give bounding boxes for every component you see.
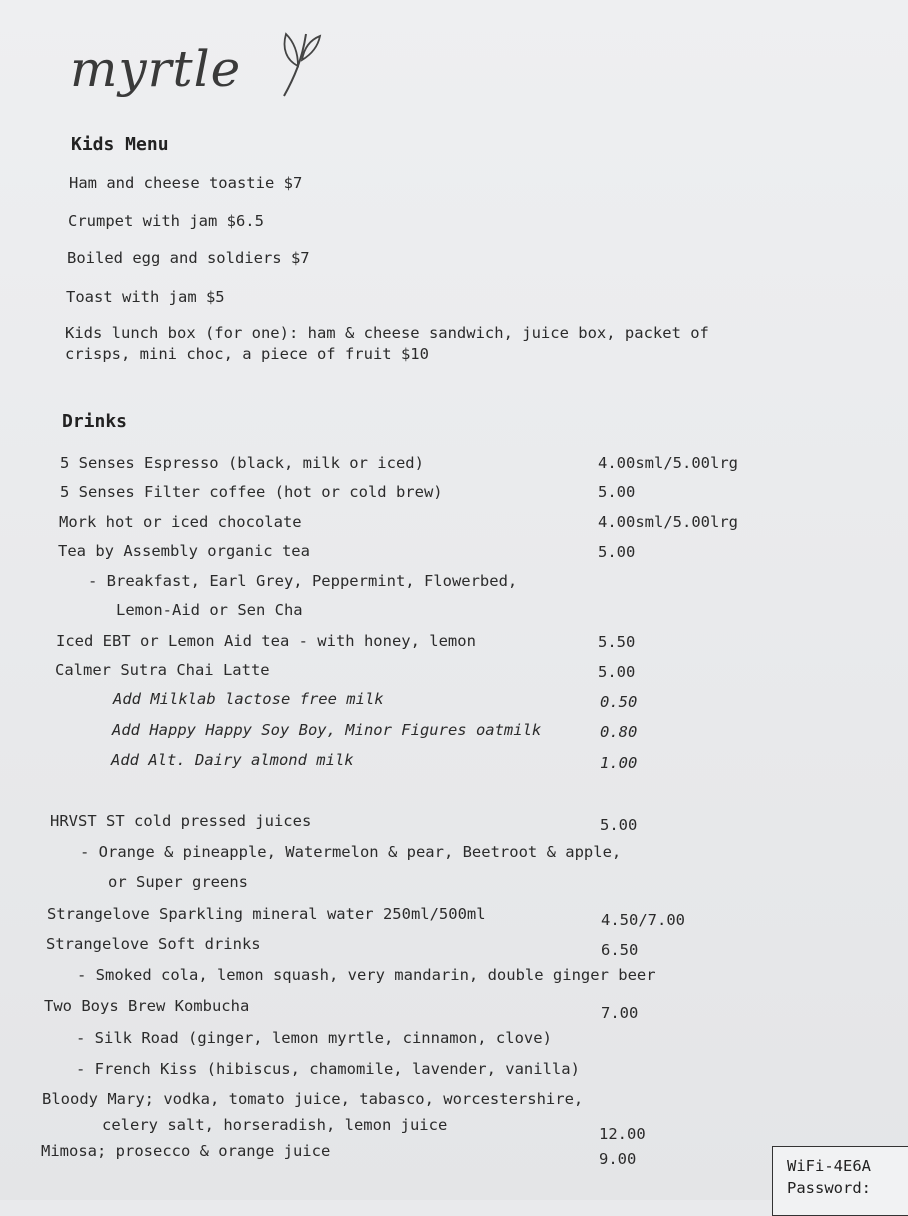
drink-item: HRVST ST cold pressed juices (50, 812, 312, 830)
drink-item: Two Boys Brew Kombucha (44, 997, 250, 1015)
drink-price: 4.00sml/5.00lrg (598, 454, 738, 472)
kids-item: Boiled egg and soldiers $7 (67, 249, 310, 267)
drink-subitem: - Breakfast, Earl Grey, Peppermint, Flowerbed, (88, 572, 518, 590)
kids-item: crisps, mini choc, a piece of fruit $10 (65, 345, 429, 363)
drink-subitem: - Silk Road (ginger, lemon myrtle, cinnamon, clove) (76, 1029, 552, 1047)
drink-subitem: or Super greens (108, 873, 248, 891)
drink-item: 5 Senses Espresso (black, milk or iced) (60, 454, 424, 472)
drink-item: Tea by Assembly organic tea (58, 542, 310, 560)
drink-item: Strangelove Soft drinks (46, 935, 261, 953)
leaf-sprig-icon (276, 26, 324, 100)
drink-subitem: - French Kiss (hibiscus, chamomile, lavender, vanilla) (76, 1060, 580, 1078)
drink-item: Mork hot or iced chocolate (59, 513, 302, 531)
kids-item: Kids lunch box (for one): ham & cheese sandwich, juice box, packet of (65, 324, 709, 342)
drink-item: Mimosa; prosecco & orange juice (41, 1142, 331, 1160)
drink-price: 5.00 (600, 816, 638, 834)
drink-addon: Add Milklab lactose free milk (113, 690, 384, 708)
drink-price: 12.00 (599, 1125, 646, 1143)
kids-item: Crumpet with jam $6.5 (68, 212, 264, 230)
drink-price: 5.50 (598, 633, 636, 651)
drink-price: 5.00 (598, 543, 636, 561)
drink-price: 9.00 (599, 1150, 637, 1168)
drink-price: 5.00 (598, 663, 636, 681)
drink-price: 1.00 (600, 754, 638, 772)
brand-logo-text: myrtle (70, 40, 242, 98)
drink-subitem: - Smoked cola, lemon squash, very mandarin, double ginger beer (77, 966, 656, 984)
drink-item: Iced EBT or Lemon Aid tea - with honey, lemon (56, 632, 476, 650)
drink-price: 5.00 (598, 483, 636, 501)
drink-item: celery salt, horseradish, lemon juice (102, 1116, 448, 1134)
drink-item: Calmer Sutra Chai Latte (55, 661, 270, 679)
drink-item: Bloody Mary; vodka, tomato juice, tabasco, worcestershire, (42, 1090, 584, 1108)
drinks-heading: Drinks (62, 411, 128, 432)
drink-price: 6.50 (601, 941, 639, 959)
drink-addon: Add Happy Happy Soy Boy, Minor Figures oatmilk (112, 721, 542, 739)
drink-subitem: - Orange & pineapple, Watermelon & pear, Beetroot & apple, (80, 843, 622, 861)
drink-item: Strangelove Sparkling mineral water 250ml/500ml (47, 905, 486, 923)
drink-subitem: Lemon-Aid or Sen Cha (116, 601, 303, 619)
drink-item: 5 Senses Filter coffee (hot or cold brew) (60, 483, 443, 501)
kids-menu-heading: Kids Menu (71, 134, 169, 155)
drink-addon: Add Alt. Dairy almond milk (111, 751, 354, 769)
drink-price: 0.80 (600, 723, 638, 741)
drink-price: 4.50/7.00 (601, 911, 685, 929)
wifi-card (772, 1146, 908, 1216)
drink-price: 0.50 (600, 693, 638, 711)
wifi-ssid: WiFi-4E6A (787, 1157, 871, 1175)
drink-price: 4.00sml/5.00lrg (598, 513, 738, 531)
wifi-password-label: Password: (787, 1179, 871, 1197)
kids-item: Ham and cheese toastie $7 (69, 174, 303, 192)
kids-item: Toast with jam $5 (66, 288, 225, 306)
drink-price: 7.00 (601, 1004, 639, 1022)
